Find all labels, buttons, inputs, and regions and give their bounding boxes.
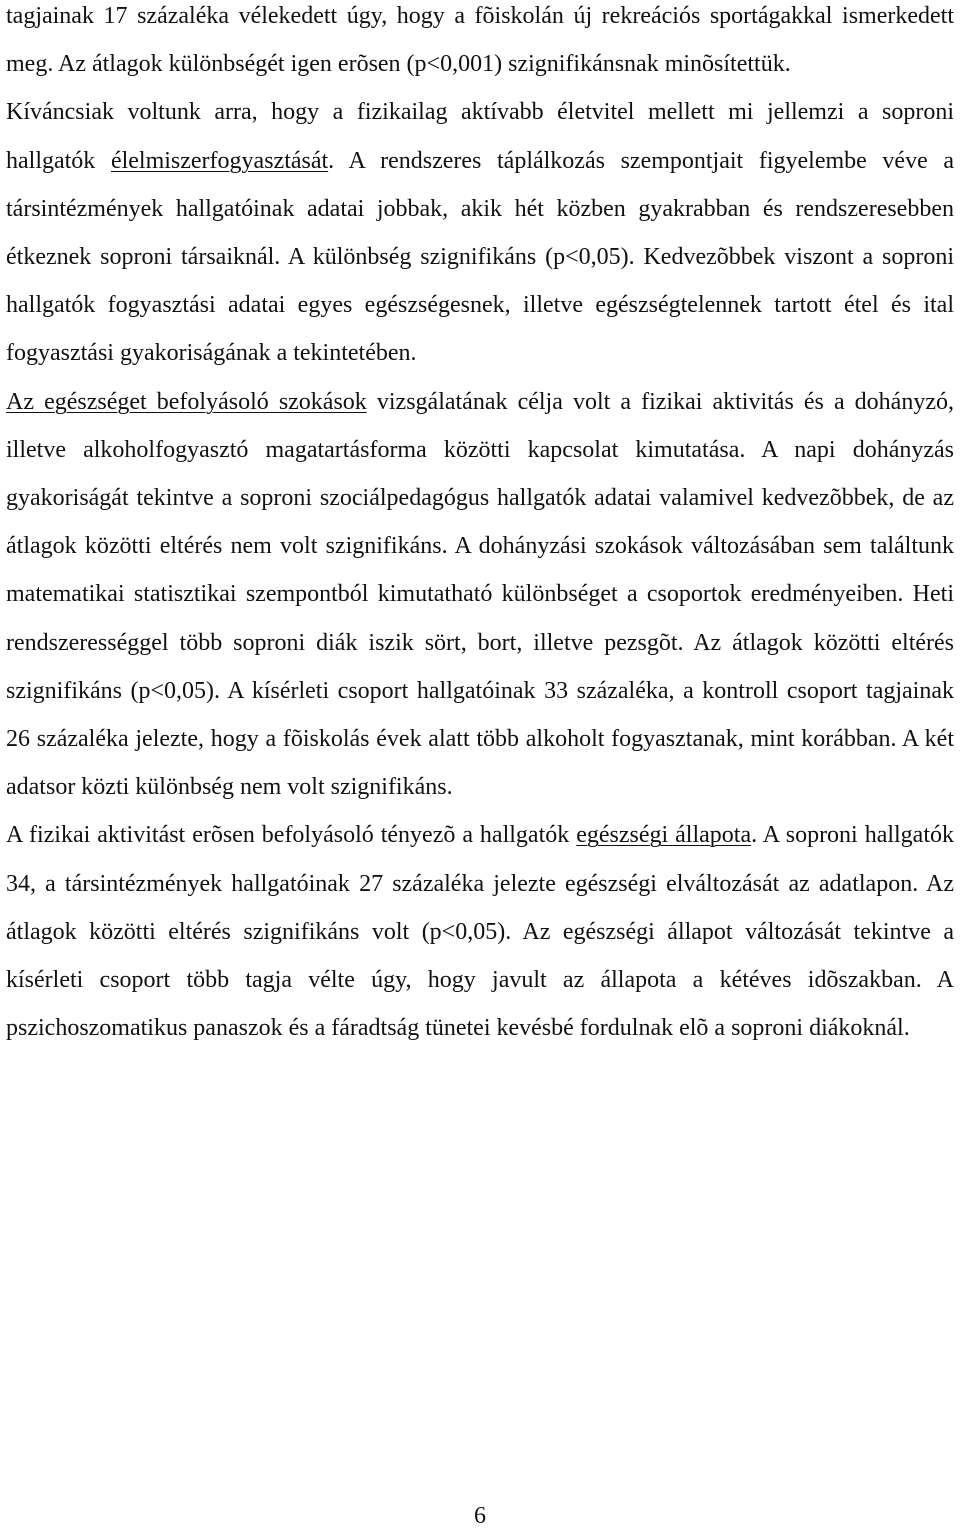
- underlined-term-health-status: egészségi állapota: [576, 822, 752, 849]
- paragraph-2-text-b: . A rendszeres táplálkozás szempontjait figyelembe véve a társintézmények hallgatóinak adatai jobbak, akik hét közben gyakrabban és rendszeresebben étkeznek soproni társaiknál. A különbség szignifikáns (p<0,05). Kedvezõbbek viszont a soproni hallgatók fogyasztási adatai egyes egészségesnek, illetve egészségtelennek tartott étel és ital fogyasztási gyakoriságának a tekintetében.: [6, 147, 954, 367]
- underlined-term-health-habits: Az egészséget befolyásoló szokások: [6, 388, 367, 415]
- paragraph-2: [6, 88, 954, 377]
- paragraph-3: [6, 378, 954, 812]
- paragraph-1: [6, 0, 954, 88]
- paragraph-4-text-b: . A soproni hallgatók 34, a társintézmények hallgatóinak 27 százaléka jelezte egészségi elváltozását az adatlapon. Az átlagok közötti eltérés szignifikáns volt (p<0,05). Az egészségi állapot változását tekintve a kísérleti csoport több tagja vélte úgy, hogy javult az állapota a kétéves idõszakban. A pszichoszomatikus panaszok és a fáradtság tünetei kevésbé fordulnak elõ a soproni diákoknál.: [6, 822, 954, 1042]
- paragraph-4: [6, 811, 954, 1052]
- paragraph-4-text-a: A fizikai aktivitást erõsen befolyásoló tényezõ a hallgatók: [6, 822, 577, 849]
- paragraph-2-text-a: Kíváncsiak voltunk arra, hogy a fizikailag aktívabb életvitel mellett mi jellemzi a soproni hallgatók: [6, 99, 954, 174]
- page-number: 6: [474, 1503, 486, 1529]
- underlined-term-food-consumption: élelmiszerfogyasztását: [110, 147, 329, 174]
- paragraph-1-text: tagjainak 17 százaléka vélekedett úgy, hogy a fõiskolán új rekreációs sportágakkal ismerkedett meg. Az átlagok különbségét igen erõsen (p<0,001) szignifikánsnak minõsítettük.: [6, 3, 954, 78]
- paragraph-3-text: vizsgálatának célja volt a fizikai aktivitás és a dohányzó, illetve alkoholfogyasztó magatartásforma közötti kapcsolat kimutatása. A napi dohányzás gyakoriságát tekintve a soproni szociálpedagógus hallgatók adatai valamivel kedvezõbbek, de az átlagok közötti eltérés nem volt szignifikáns. A dohányzási szokások változásában sem találtunk matematikai statisztikai szempontból kimutatható különbséget a csoportok eredményeiben. Heti rendszerességgel több soproni diák iszik sört, bort, illetve pezsgõt. Az átlagok közötti eltérés szignifikáns (p<0,05). A kísérleti csoport hallgatóinak 33 százaléka, a kontroll csoport tagjainak 26 százaléka jelezte, hogy a fõiskolás évek alatt több alkoholt fogyasztanak, mint korábban. A két adatsor közti különbség nem volt szignifikáns.: [6, 388, 954, 801]
- document-page: [6, 0, 954, 1052]
